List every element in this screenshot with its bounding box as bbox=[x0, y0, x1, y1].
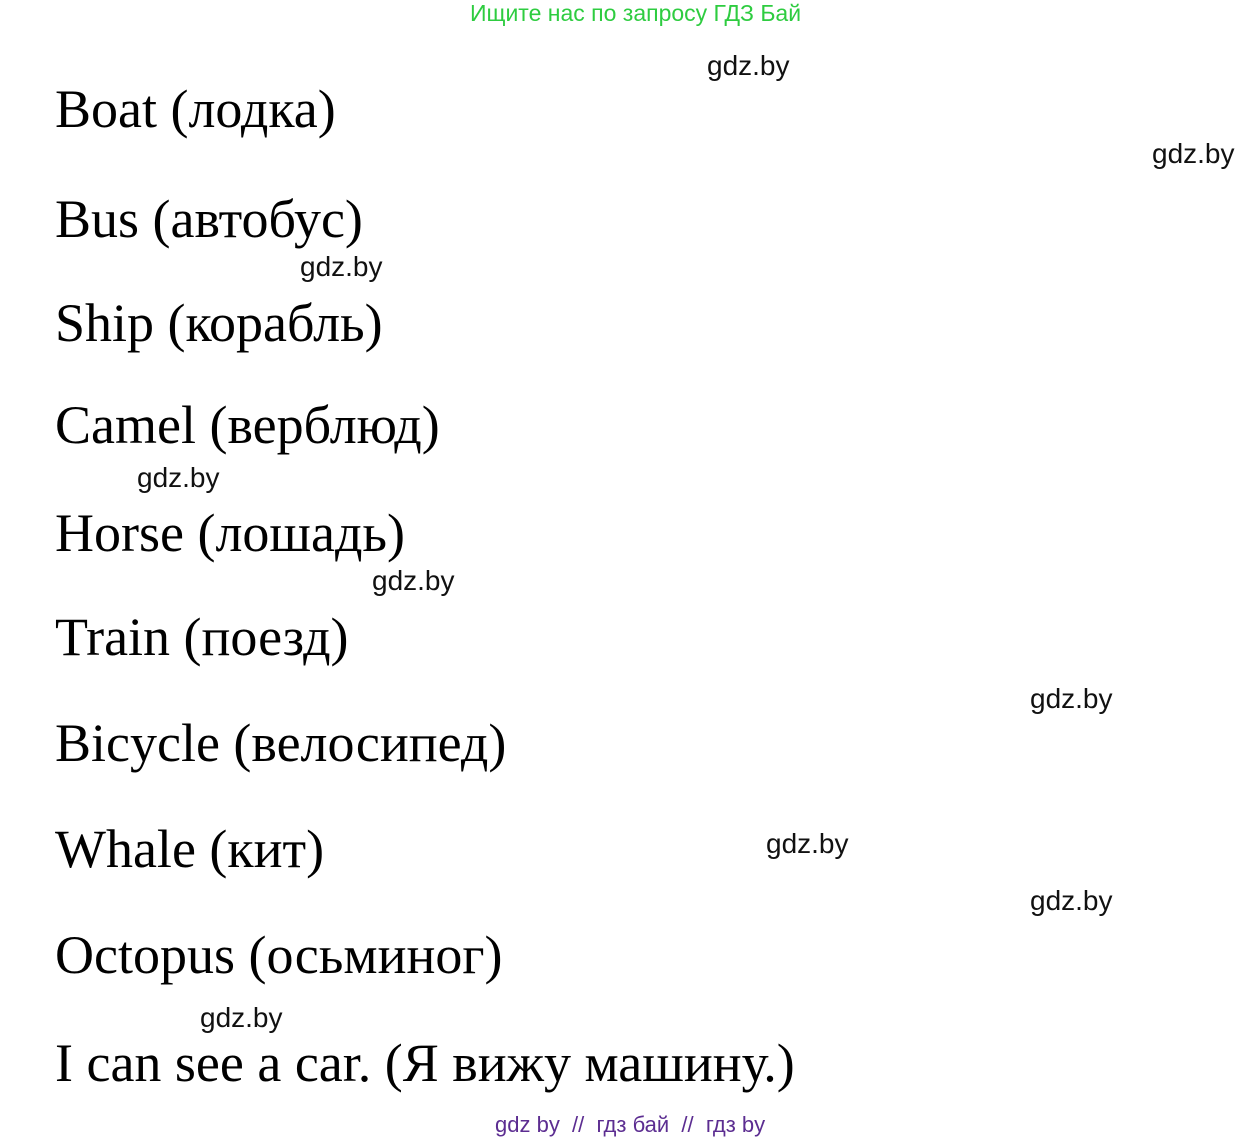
vocab-line-bus: Bus (автобус) bbox=[55, 189, 363, 249]
vocab-line-train: Train (поезд) bbox=[55, 607, 349, 667]
gdz-watermark: gdz.by bbox=[1030, 885, 1113, 916]
vocab-line-whale: Whale (кит) bbox=[55, 819, 325, 879]
gdz-watermark: gdz.by bbox=[1152, 138, 1235, 169]
sentence-line: I can see a car. (Я вижу машину.) bbox=[55, 1033, 795, 1093]
vocab-line-octopus: Octopus (осьминог) bbox=[55, 925, 503, 985]
gdz-watermark: gdz.by bbox=[200, 1002, 283, 1033]
promo-header: Ищите нас по запросу ГДЗ Бай bbox=[470, 0, 802, 26]
footer-watermark: gdz by // гдз бай // гдз by bbox=[495, 1112, 766, 1137]
gdz-watermark: gdz.by bbox=[300, 251, 383, 282]
gdz-watermark: gdz.by bbox=[766, 828, 849, 859]
gdz-watermark: gdz.by bbox=[137, 462, 220, 493]
gdz-watermark: gdz.by bbox=[1030, 683, 1113, 714]
gdz-watermark: gdz.by bbox=[707, 50, 790, 81]
vocab-line-boat: Boat (лодка) bbox=[55, 79, 336, 139]
vocab-line-ship: Ship (корабль) bbox=[55, 293, 383, 353]
vocab-line-bicycle: Bicycle (велосипед) bbox=[55, 713, 507, 773]
vocab-line-horse: Horse (лошадь) bbox=[55, 503, 406, 563]
gdz-watermark: gdz.by bbox=[372, 565, 455, 596]
vocab-line-camel: Camel (верблюд) bbox=[55, 395, 440, 455]
